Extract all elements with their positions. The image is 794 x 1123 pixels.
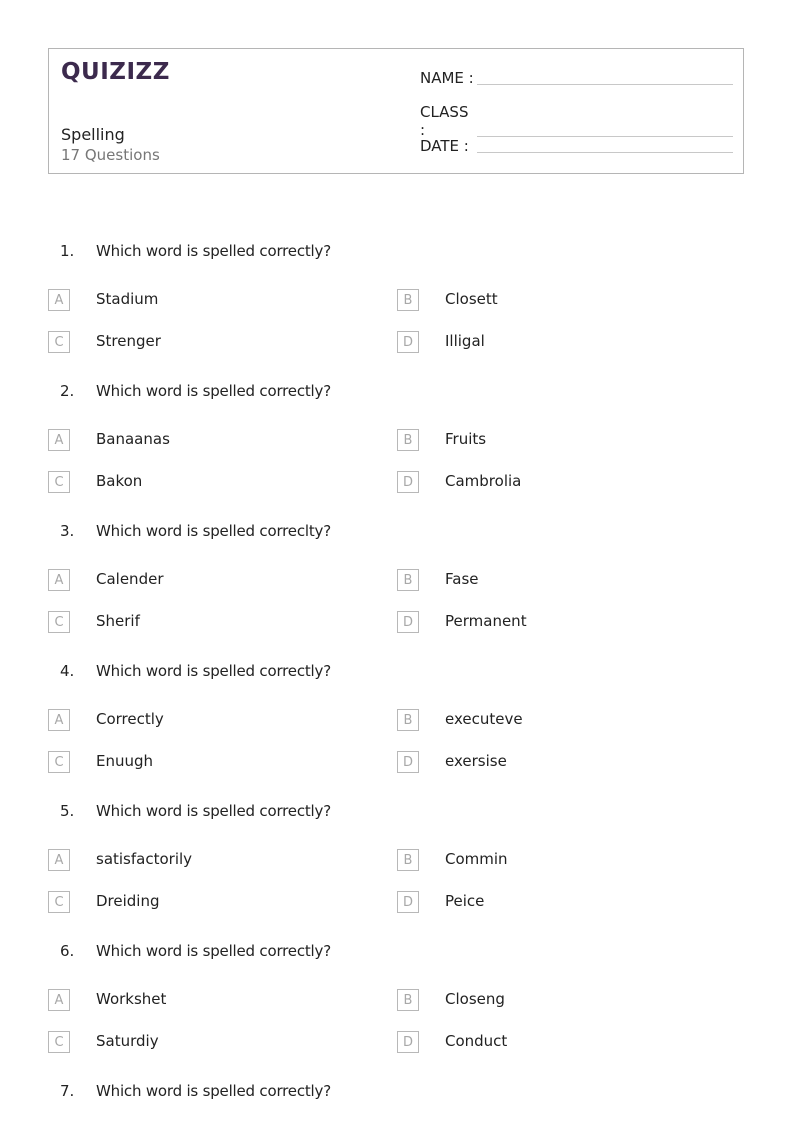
option-letter-box: A	[48, 989, 70, 1011]
option-text: Conduct	[445, 1032, 508, 1050]
option-text: Peice	[445, 892, 485, 910]
option-letter-box: D	[397, 751, 419, 773]
option-text: Cambrolia	[445, 472, 522, 490]
option-letter-box: C	[48, 751, 70, 773]
option-text: Workshet	[96, 990, 167, 1008]
option-text: Sherif	[96, 612, 140, 630]
option-letter-box: D	[397, 891, 419, 913]
date-label: DATE :	[420, 137, 469, 155]
question-number: 4.	[60, 662, 75, 680]
option-letter-box: B	[397, 429, 419, 451]
option-text: Enuugh	[96, 752, 154, 770]
question-number: 6.	[60, 942, 75, 960]
option-letter-box: C	[48, 611, 70, 633]
option-letter-box: B	[397, 849, 419, 871]
option-text: Calender	[96, 570, 164, 588]
name-field	[420, 69, 733, 87]
option-letter-box: A	[48, 429, 70, 451]
question-number: 5.	[60, 802, 75, 820]
option-letter-box: B	[397, 569, 419, 591]
date-line	[477, 138, 733, 153]
question-number: 7.	[60, 1082, 75, 1100]
option-text: Dreiding	[96, 892, 160, 910]
option-text: Commin	[445, 850, 508, 868]
name-line	[477, 70, 733, 85]
option-text: Closeng	[445, 990, 505, 1008]
question-text: Which word is spelled correctly?	[96, 382, 331, 400]
option-text: Saturdiy	[96, 1032, 159, 1050]
option-letter-box: D	[397, 471, 419, 493]
option-text: Fase	[445, 570, 479, 588]
question-number: 1.	[60, 242, 75, 260]
option-text: Strenger	[96, 332, 161, 350]
question-text: Which word is spelled correctly?	[96, 242, 331, 260]
option-letter-box: A	[48, 569, 70, 591]
option-text: Stadium	[96, 290, 159, 308]
option-letter-box: D	[397, 331, 419, 353]
question-number: 2.	[60, 382, 75, 400]
question-count: 17 Questions	[61, 146, 160, 164]
option-letter-box: C	[48, 891, 70, 913]
question-text: Which word is spelled correctly?	[96, 942, 331, 960]
class-field	[420, 103, 733, 139]
option-text: Illigal	[445, 332, 485, 350]
option-text: Closett	[445, 290, 498, 308]
class-label: CLASS :	[420, 103, 469, 139]
option-letter-box: B	[397, 709, 419, 731]
option-text: exersise	[445, 752, 507, 770]
option-letter-box: D	[397, 1031, 419, 1053]
worksheet-header	[48, 48, 744, 174]
class-line	[477, 122, 733, 137]
option-letter-box: B	[397, 289, 419, 311]
option-letter-box: A	[48, 849, 70, 871]
question-text: Which word is spelled correclty?	[96, 522, 331, 540]
option-text: Banaanas	[96, 430, 170, 448]
option-letter-box: C	[48, 471, 70, 493]
option-text: Bakon	[96, 472, 143, 490]
worksheet-title: Spelling	[61, 125, 125, 144]
question-text: Which word is spelled correctly?	[96, 1082, 331, 1100]
name-label: NAME :	[420, 69, 474, 87]
quizizz-logo: QUIZIZZ	[61, 59, 170, 85]
question-text: Which word is spelled correctly?	[96, 802, 331, 820]
option-text: satisfactorily	[96, 850, 193, 868]
date-field	[420, 137, 733, 155]
option-text: Permanent	[445, 612, 527, 630]
option-text: executeve	[445, 710, 523, 728]
option-letter-box: A	[48, 709, 70, 731]
option-letter-box: B	[397, 989, 419, 1011]
question-text: Which word is spelled correctly?	[96, 662, 331, 680]
option-text: Correctly	[96, 710, 164, 728]
option-letter-box: C	[48, 331, 70, 353]
option-letter-box: D	[397, 611, 419, 633]
option-text: Fruits	[445, 430, 487, 448]
option-letter-box: C	[48, 1031, 70, 1053]
option-letter-box: A	[48, 289, 70, 311]
question-number: 3.	[60, 522, 75, 540]
